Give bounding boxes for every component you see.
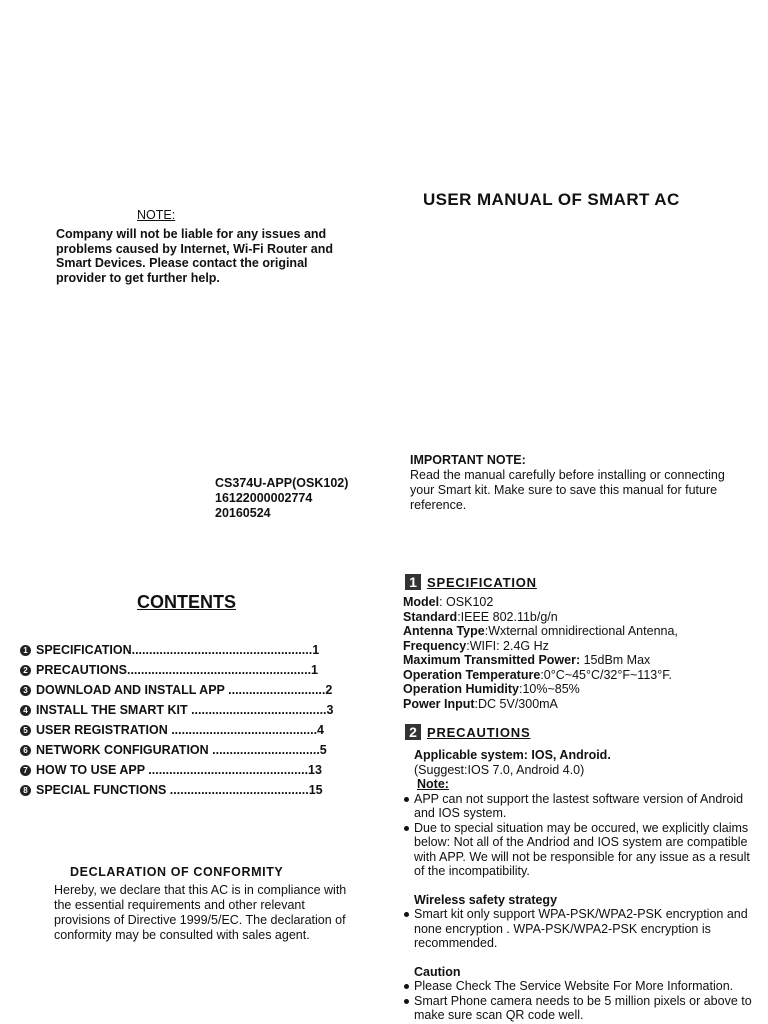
spec-key: Operation Temperature: [403, 667, 541, 682]
note-label: Note:: [417, 777, 449, 791]
toc-label: USER REGISTRATION ..........................................4: [36, 723, 325, 737]
toc-number-icon: 3: [20, 685, 31, 696]
spec-value: :0°C~45°C/32°F~113°F.: [540, 667, 672, 682]
toc-label: NETWORK CONFIGURATION ...............................5: [36, 743, 327, 757]
precautions-body: [403, 748, 763, 1023]
section-number-badge: 1: [405, 574, 421, 590]
spec-value: :IEEE 802.11b/g/n: [457, 609, 558, 624]
toc-number-icon: 7: [20, 765, 31, 776]
toc-label: INSTALL THE SMART KIT .......................................3: [36, 703, 334, 717]
spec-row: [403, 639, 763, 654]
wireless-safety-heading: Wireless safety strategy: [414, 892, 558, 907]
spec-key: Antenna Type: [403, 624, 485, 638]
spec-row: [403, 624, 763, 639]
part-number: 16122000002774: [215, 491, 313, 505]
toc-item-install-kit: [20, 700, 375, 720]
spec-row: [403, 595, 763, 610]
spec-key: Power Input: [403, 696, 475, 711]
toc-item-how-to-use: [20, 760, 375, 780]
toc-label: SPECIFICATION....................................................1: [36, 643, 320, 657]
toc-number-icon: 1: [20, 645, 31, 656]
product-codes: [215, 476, 348, 521]
toc-item-download-app: [20, 680, 375, 700]
important-note-body: Read the manual carefully before installing or connecting your Smart kit. Make sure to save this manual for future reference.: [410, 468, 725, 512]
toc-label: DOWNLOAD AND INSTALL APP ............................2: [36, 683, 333, 697]
model-code: CS374U-APP(OSK102): [215, 476, 349, 490]
table-of-contents: [20, 640, 375, 800]
toc-label: HOW TO USE APP ..............................................13: [36, 763, 322, 777]
important-note-heading: IMPORTANT NOTE:: [410, 453, 526, 467]
toc-number-icon: 4: [20, 705, 31, 716]
precautions-section-header: [405, 724, 530, 740]
declaration-heading: DECLARATION OF CONFORMITY: [70, 865, 284, 879]
contents-heading: CONTENTS: [137, 592, 236, 612]
spec-value: :WIFI: 2.4G Hz: [466, 638, 549, 653]
toc-label: SPECIAL FUNCTIONS ........................................15: [36, 783, 323, 797]
toc-number-icon: 5: [20, 725, 31, 736]
toc-number-icon: 6: [20, 745, 31, 756]
toc-item-network-configuration: [20, 740, 375, 760]
caution-heading: Caution: [414, 964, 461, 979]
section-title: SPECIFICATION: [427, 574, 537, 590]
toc-item-user-registration: [20, 720, 375, 740]
date-code: 20160524: [215, 506, 271, 520]
spec-row: [403, 697, 763, 712]
page-title: USER MANUAL OF SMART AC: [423, 190, 680, 209]
note-body: Company will not be liable for any issues and problems caused by Internet, Wi-Fi Router and Smart Devices. Please contact the original provider to get further help.: [56, 227, 334, 285]
spec-value: : OSK102: [439, 595, 494, 609]
list-item: Smart kit only support WPA-PSK/WPA2-PSK encryption and none encryption . WPA-PSK/WPA2-PSK encryption is recommended.: [403, 907, 763, 951]
specification-list: [403, 595, 763, 711]
spec-value: 15dBm Max: [580, 653, 651, 667]
suggested-system: (Suggest:IOS 7.0, Android 4.0): [414, 762, 585, 777]
important-note: [410, 453, 740, 513]
section-number-badge: 2: [405, 724, 421, 740]
toc-item-specification: [20, 640, 375, 660]
toc-number-icon: 2: [20, 665, 31, 676]
list-item: Please Check The Service Website For More Information.: [403, 979, 763, 994]
spec-value: :DC 5V/300mA: [474, 696, 558, 711]
spec-value: :10%~85%: [518, 682, 580, 696]
toc-number-icon: 8: [20, 785, 31, 796]
toc-label: PRECAUTIONS.....................................................1: [36, 663, 318, 677]
note-heading: NOTE:: [137, 208, 176, 222]
list-item: Smart Phone camera needs to be 5 million pixels or above to make sure scan QR code well.: [403, 994, 763, 1023]
spec-key: Maximum Transmitted Power:: [403, 653, 581, 667]
toc-item-special-functions: [20, 780, 375, 800]
declaration-body: Hereby, we declare that this AC is in compliance with the essential requirements and other relevant provisions of Directive 1999/5/EC. The declaration of conformity may be consulted with sales agent.: [54, 883, 347, 942]
specification-section-header: [405, 574, 537, 590]
spec-key: Operation Humidity: [403, 682, 519, 696]
spec-row: [403, 610, 763, 625]
spec-key: Model: [403, 595, 440, 609]
spec-key: Standard: [403, 609, 458, 624]
list-item: APP can not support the lastest software version of Android and IOS system.: [403, 792, 763, 821]
toc-item-precautions: [20, 660, 375, 680]
applicable-system: Applicable system: IOS, Android.: [414, 748, 611, 762]
spec-row: [403, 653, 763, 668]
spec-key: Frequency: [403, 638, 467, 653]
spec-row: [403, 682, 763, 697]
spec-value: :Wxternal omnidirectional Antenna,: [484, 624, 678, 638]
section-title: PRECAUTIONS: [427, 724, 531, 740]
list-item: Due to special situation may be occured, we explicitly claims below: Not all of the Andriod and IOS system are compatible with APP. We will not be responsible for any issue as a result of the incompatibility.: [403, 821, 763, 879]
spec-row: [403, 668, 763, 683]
